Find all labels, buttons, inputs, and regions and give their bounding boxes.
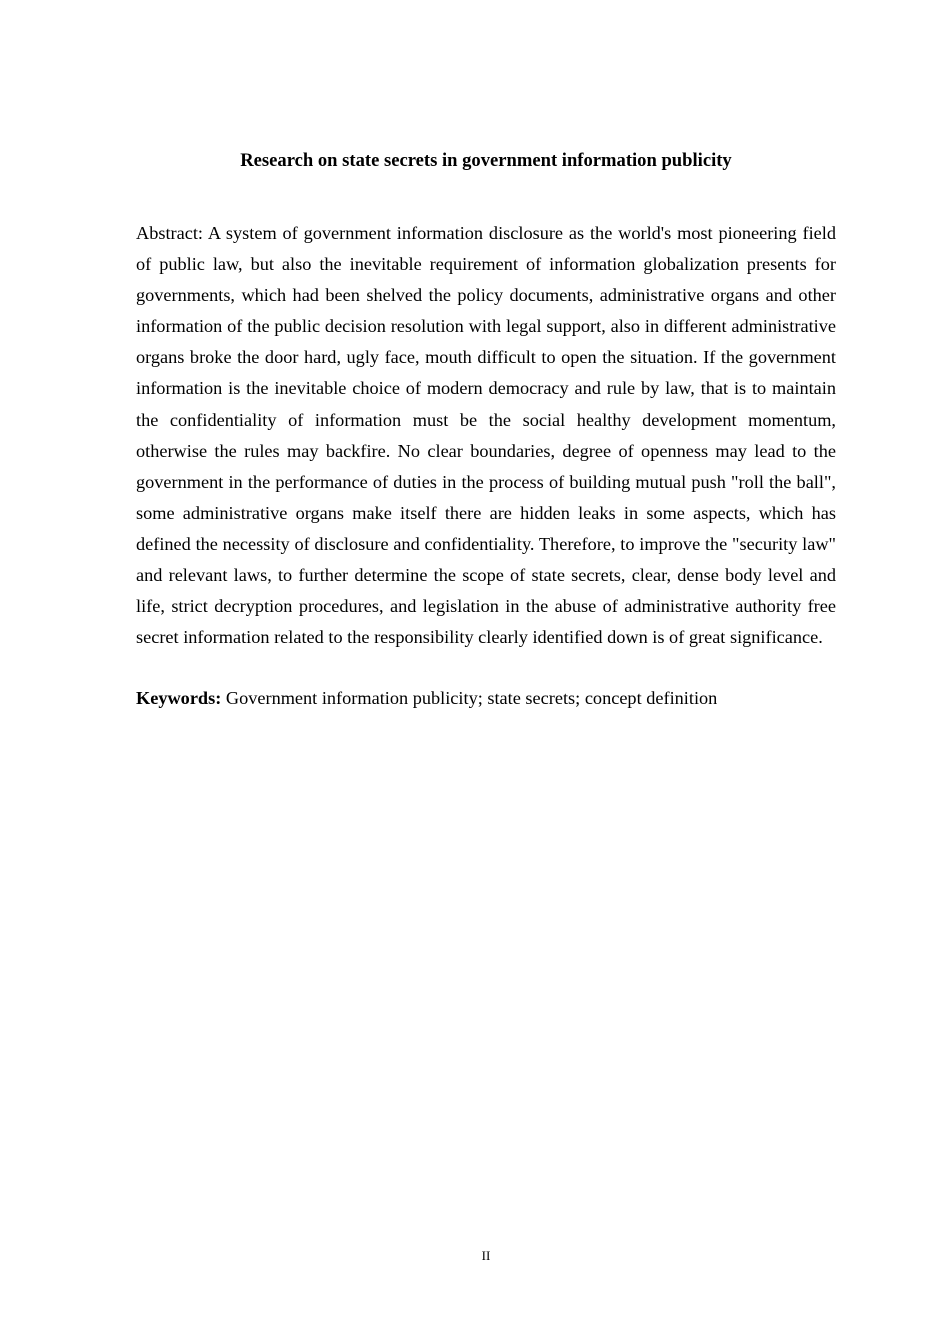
abstract-paragraph: Abstract: A system of government information disclosure as the world's most pioneering field of public law, but also the inevitable requirement of information globalization presents for governments, which had been shelved the policy documents, administrative organs and other information of the public decision resolution with legal support, also in different administrative organs broke the door hard, ugly face, mouth difficult to open the situation. If the government information is the inevitable choice of modern democracy and rule by law, that is to maintain the confidentiality of information must be the social healthy development momentum, otherwise the rules may backfire. No clear boundaries, degree of openness may lead to the government in the performance of duties in the process of building mutual push "roll the ball", some administrative organs make itself there are hidden leaks in some aspects, which has defined the necessity of disclosure and confidentiality. Therefore, to improve the "security law" and relevant laws, to further determine the scope of state secrets, clear, dense body level and life, strict decryption procedures, and legislation in the abuse of administrative authority free secret information related to the responsibility clearly identified down is of great significance. [136, 223, 836, 648]
keywords-line [136, 684, 836, 712]
page-number: II [481, 1248, 491, 1263]
page-title: Research on state secrets in government information publicity [240, 150, 732, 171]
keywords-label: Keywords: [136, 688, 222, 708]
keywords-text: Government information publicity; state secrets; concept definition [221, 688, 718, 708]
